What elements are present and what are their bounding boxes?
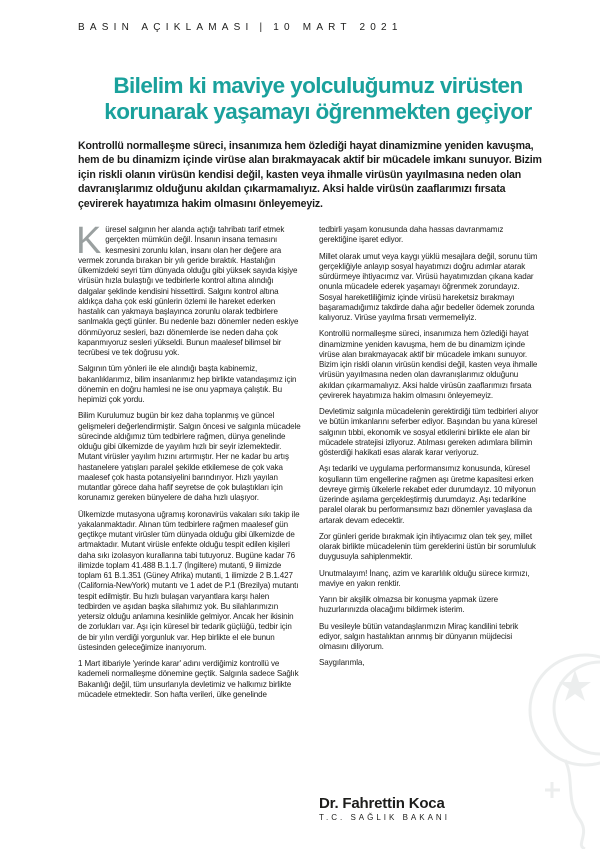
left-paragraph-1-text: üresel salgının her alanda açtığı tahribatı tarif etmek gerçekten mümkün değil. İnsanın insana temasını kesmesini zorunlu kılan, insanı olan her değere ara vermek zorunda bırakan bir yılı geride bıraktık. Hastalığın ülkemizdeki seyri tüm dünyada olduğu gibi yüksek sayıda kişiye virüsün hızla bulaştığı ve tedbirlerle kontrol altına alındığı dalgalar şeklinde kendisini hissettirdi. Salgını kontrol altına aldıkça daha çok eski günlerin özlemi ile hareket ederken hastalık can yakmaya başlayınca zorunlu olarak tedbirlere sanlmakla geçti günler. Bu nedenle bazı dönemler neden eskiye dönmüyoruz sesleri, bazı dönemlerde ise neden daha çok kapanmıyoruz sesleri yükseldi. Bunun maalesef bilimsel bir tecrübesi ve tek doğrusu yok.	[78, 225, 299, 357]
lead-paragraph: Kontrollü normalleşme süreci, insanımıza hem özlediği hayat dinamizmine yeniden kavuşma, hem de bu dinamizm içinde virüse alan bırakmayacak aktif bir mücadele imkanı sunuyor. Bizim için riskli olanın virüsün kendisi değil, kasten veya ihmalle virüsün yayılmasına neden olan davranışlarımız olduğunu akıldan çıkarmamalıyız. Aksi halde virüsün zaaflarımızı fırsata çevirerek hayatımıza hakim olmasını önleyemeyiz.	[78, 140, 542, 210]
right-paragraph-10: Saygılarımla,	[319, 658, 365, 668]
right-paragraph-3: Kontrollü normalleşme süreci, insanımıza hem özlediği hayat dinamizmine yeniden kavuşma, hem de bu dinamizm içinde virüse alan bırakmayacak aktif bir mücadele imkanı sunuyor. Bizim için riskli olanın virüsün kendisi değil, kasten veya ihmalle virüsün yayılmasına neden olan davranışlarımız olduğunu akıldan çıkarmamalıyız. Aksi halde virüsün zaaflarımızı fırsata çevirerek hayatımıza hakim olmasını önleyemeyiz.	[319, 329, 538, 400]
headline	[78, 73, 558, 125]
headline-line-2: korunarak yaşamayı öğrenmekten geçiyor	[104, 99, 532, 124]
header-date: 10 MART 2021	[273, 22, 403, 33]
header-separator: |	[259, 22, 268, 33]
right-paragraph-7: Unutmalayım! İnanç, azim ve kararlılık olduğu sürece kırmızı, maviye en yakın renktir.	[319, 568, 530, 588]
signature-title: T.C. SAĞLIK BAKANI	[319, 813, 450, 822]
headline-line-1: Bilelim ki maviye yolculuğumuz virüsten	[113, 73, 523, 98]
right-paragraph-8: Yarın bir akşilik olmazsa bir konuşma yapmak üzere huzurlarınızda olacağımı bildirmek isterim.	[319, 595, 498, 615]
left-paragraph-1	[76, 220, 302, 358]
left-paragraph-3: Bilim Kurulumuz bugün bir kez daha toplanmış ve güncel gelişmeleri değerlendirmiştir. Salgın öncesi ve salgınla mücadele sürecinde aldığımız tüm tedbirlere rağmen, dünya genelinde olduğu gibi ülkemizde de yayılım hızlı bir seyir izlemektedir. Mutant virüsler yayılım hızını artırmıştır. Her ne kadar bu artış hastanelere yatışları paralel şekilde etkilemese de çok vaka maalesef çok hasta potansiyelini barındırıyor. Hızlı yayılan mutantlar görece daha hafif seyretse de çok bulaştıkları için korunamız gereken bünyelere de daha hızlı ulaşıyor.	[78, 411, 301, 503]
signature-block	[319, 795, 450, 822]
right-column	[319, 225, 543, 675]
left-paragraph-2: Salgının tüm yönleri ile ele alındığı başta kabinemiz, bakanlıklarımız, bilim insanlarımız hep birlikte vatandaşımız için dönemin en doğru hamlesi ne ise onu yapmaya çalıştık. Bu hepimizi çok yordu.	[78, 364, 297, 404]
left-paragraph-5: 1 Mart itibariyle 'yerinde karar' adını verdiğimiz kontrollü ve kademeli normalleşme dönemine geçtik. Salgınla sadece Sağlık Bakanlığı değil, tüm unsurlarıyla devletimiz ve halkımız birlikte mücadele etmektedir. Son hafta verileri, ülke genelinde	[78, 659, 299, 699]
right-paragraph-1: tedbirli yaşam konusunda daha hassas davranmamız gerektiğine işaret ediyor.	[319, 225, 504, 245]
document-header	[78, 22, 538, 33]
signature-name: Dr. Fahrettin Koca	[319, 795, 445, 812]
right-paragraph-4: Devletimiz salgınla mücadelenin gerektirdiği tüm tedbirleri alıyor ve bütün imkanlarını seferber ediyor. Başından bu yana küresel salgının tıbbi, ekonomik ve sosyal etkilerini birlikte ele alan bir mücadele stratejisi izliyoruz. Atılması gereken adımlara bilimin gösterdiği hakikati esas alarak karar veriyoruz.	[319, 407, 539, 457]
drop-cap: K	[76, 220, 102, 262]
right-paragraph-2: Millet olarak umut veya kaygı yüklü mesajlara değil, sorunu tüm gerçekliğiyle anlayıp sosyal hayatımızı doğru adımlar atarak sürdürmeye ihtiyacımız var. Virüsü hayatımızdan çıkana kadar onunla mücadele ederek yaşamayı öğrenmek zorundayız. Sosyal hareketliliğimiz içinde virüsü hareketsiz bırakmayı başaramadığımız takdirde daha ağır bedeller ödemek zorunda kalıyoruz. Virüse yayılma fırsatı vermemeliyiz.	[319, 251, 538, 322]
right-paragraph-9: Bu vesileyle bütün vatandaşlarımızın Miraç kandilini tebrik ediyor, salgın hastalıktan arınmış bir dünyanın müjdecisi olmasını diliyorum.	[319, 621, 519, 651]
right-paragraph-5: Aşı tedariki ve uygulama performansımız konusunda, küresel koşulların tüm engellerine rağmen aşı üretme kapasitesi erken devreye girmiş ülkelerle rekabet eder durumdayız. 10 milyonun üzerinde aşılama gerçekleştirmiş durumdayız. Aşı tedarikine paralel olarak bu performansımız bazı dönemler yavaşlasa da artarak devam edecektir.	[319, 464, 536, 525]
right-paragraph-6: Zor günleri geride bırakmak için ihtiyacımız olan tek şey, millet olarak birlikte mücadelenin tüm gereklerini üstün bir sorumluluk duygusuyla sahiplenmektir.	[319, 531, 536, 562]
crescent-star-watermark-icon	[505, 640, 600, 849]
header-label: BASIN AÇIKLAMASI	[78, 22, 254, 33]
left-paragraph-4: Ülkemizde mutasyona uğramış koronavirüs vakaları sıkı takip ile yakalanmaktadır. Alınan tüm tedbirlere rağmen maalesef gün geçtikçe mutant virüsler tüm dünyada olduğu gibi ülkemizde de artmaktadır. Mutant virüsle enfekte olduğu tespit edilen kişileri daha sıkı izolasyon kurallarına tabi tutuyoruz. Bugüne kadar 76 ilimizde toplam 41.488 B.1.1.7 (İngiltere) mutanti, 9 ilimizde toplam 61 B.1.351 (Güney Afrika) mutanti, 1 ilimizde 2 B.1.427 (California-NewYork) mutantı ve 1 adet de P.1 (Brezilya) mutantı tespit edilmiştir. Bu hızlı bulaşan varyantlara karşı halen tedbirden ve aşıdan başka silahımız yok. Bu silahlarımızın yetersiz olduğu anlamına kesinlikle gelmiyor. Ancak her ikisinin de zorlukları var. Aşı için küresel bir tedarik güçlüğü, tedbir için de bir yılın verdiği yorgunluk var. Hep birlikte el ele bunun üstesinden geleceğimize inanıyorum.	[78, 509, 300, 652]
left-column	[76, 220, 302, 706]
